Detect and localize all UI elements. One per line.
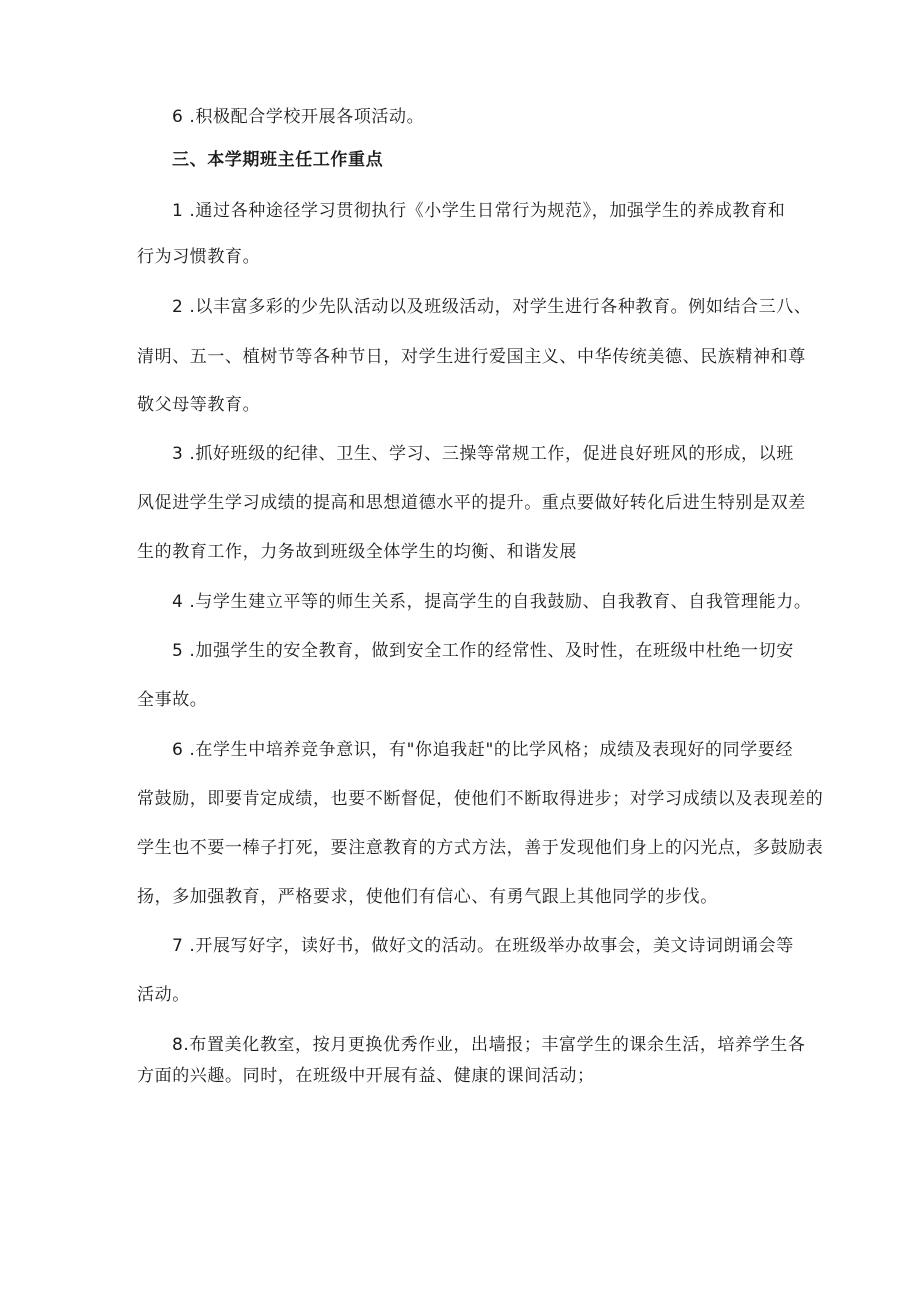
paragraph-line: 清明、五一、植树节等各种节日，对学生进行爱国主义、中华传统美德、民族精神和尊 [137,347,806,367]
paragraph-line: 活动。 [137,985,190,1005]
paragraph-line: 敬父母等教育。 [137,395,261,415]
paragraph-item-6-activities: 6 .积极配合学校开展各项活动。 [172,107,425,127]
paragraph-line: 4 .与学生建立平等的师生关系，提高学生的自我鼓励、自我教育、自我管理能力。 [172,592,812,612]
paragraph-line: 全事故。 [137,690,208,710]
paragraph-line: 5 .加强学生的安全教育，做到安全工作的经常性、及时性，在班级中杜绝一切安 [172,641,794,661]
paragraph-line: 2 .以丰富多彩的少先队活动以及班级活动，对学生进行各种教育。例如结合三八、 [172,297,812,317]
paragraph-line: 风促进学生学习成绩的提高和思想道德水平的提升。重点要做好转化后进生特别是双差 [137,493,806,513]
paragraph-line: 1 .通过各种途径学习贯彻执行《小学生日常行为规范》，加强学生的养成教育和 [172,201,786,221]
paragraph-line: 8.布置美化教室，按月更换优秀作业，出墙报；丰富学生的课余生活，培养学生各 [172,1035,806,1055]
paragraph-line: 7 .开展写好字，读好书，做好文的活动。在班级举办故事会，美文诗词朗诵会等 [172,936,794,956]
paragraph-line: 扬，多加强教育，严格要求，使他们有信心、有勇气跟上其他同学的步伐。 [137,887,718,907]
paragraph-line: 3 .抓好班级的纪律、卫生、学习、三操等常规工作，促进良好班风的形成，以班 [172,444,794,464]
paragraph-line: 常鼓励，即要肯定成绩，也要不断督促，使他们不断取得进步；对学习成绩以及表现差的 [137,789,824,809]
paragraph-line: 方面的兴趣。同时，在班级中开展有益、健康的课间活动； [137,1066,595,1086]
section-heading: 三、本学期班主任工作重点 [172,150,384,170]
paragraph-line: 生的教育工作，力务故到班级全体学生的均衡、和谐发展 [137,542,577,562]
paragraph-line: 行为习惯教育。 [137,247,261,267]
paragraph-line: 6 .在学生中培养竞争意识，有"你追我赶"的比学风格；成绩及表现好的同学要经 [172,740,794,760]
paragraph-line: 学生也不要一棒子打死，要注意教育的方式方法，善于发现他们身上的闪光点，多鼓励表 [137,838,824,858]
